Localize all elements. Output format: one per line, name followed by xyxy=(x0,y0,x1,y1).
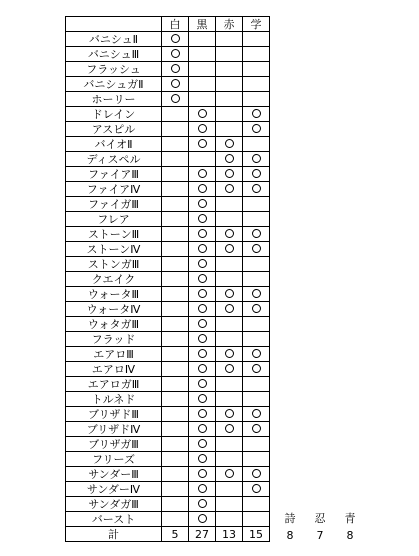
mark-cell xyxy=(243,167,270,182)
mark-cell xyxy=(162,377,189,392)
mark-cell xyxy=(189,167,216,182)
circle-mark-icon xyxy=(252,229,261,238)
circle-mark-icon xyxy=(171,64,180,73)
table-row xyxy=(66,77,270,92)
table-row xyxy=(66,287,270,302)
circle-mark-icon xyxy=(198,304,207,313)
mark-cell xyxy=(162,482,189,497)
mark-cell xyxy=(243,137,270,152)
circle-mark-icon xyxy=(198,379,207,388)
circle-mark-icon xyxy=(198,214,207,223)
circle-mark-icon xyxy=(198,484,207,493)
total-scholar: 15 xyxy=(243,527,270,542)
spell-name: ファイガⅢ xyxy=(66,197,162,212)
mark-cell xyxy=(216,467,243,482)
mark-cell xyxy=(189,302,216,317)
mark-cell xyxy=(162,287,189,302)
mark-cell xyxy=(243,422,270,437)
circle-mark-icon xyxy=(198,259,207,268)
mark-cell xyxy=(189,182,216,197)
spell-name: バニシュガⅡ xyxy=(66,77,162,92)
mark-cell xyxy=(162,242,189,257)
table-row xyxy=(66,32,270,47)
mark-cell xyxy=(243,287,270,302)
spell-name: サンダーⅣ xyxy=(66,482,162,497)
table-row xyxy=(66,377,270,392)
table-row xyxy=(66,422,270,437)
circle-mark-icon xyxy=(198,409,207,418)
mark-cell xyxy=(243,257,270,272)
mark-cell xyxy=(216,62,243,77)
mark-cell xyxy=(189,482,216,497)
mark-cell xyxy=(243,482,270,497)
mark-cell xyxy=(189,272,216,287)
mark-cell xyxy=(243,347,270,362)
mark-cell xyxy=(216,497,243,512)
table-row xyxy=(66,47,270,62)
mark-cell xyxy=(189,242,216,257)
mark-cell xyxy=(162,512,189,527)
spell-name: フレア xyxy=(66,212,162,227)
mark-cell xyxy=(216,272,243,287)
mark-cell xyxy=(162,62,189,77)
mark-cell xyxy=(243,512,270,527)
mark-cell xyxy=(243,377,270,392)
mark-cell xyxy=(216,107,243,122)
table-row xyxy=(66,257,270,272)
blue-mage-label: 青 xyxy=(344,512,356,525)
mark-cell xyxy=(189,332,216,347)
mark-cell xyxy=(162,347,189,362)
mark-cell xyxy=(243,497,270,512)
total-red: 13 xyxy=(216,527,243,542)
circle-mark-icon xyxy=(198,454,207,463)
mark-cell xyxy=(162,182,189,197)
mark-cell xyxy=(243,272,270,287)
mark-cell xyxy=(243,467,270,482)
mark-cell xyxy=(216,317,243,332)
mark-cell xyxy=(216,332,243,347)
mark-cell xyxy=(216,197,243,212)
mark-cell xyxy=(162,227,189,242)
mark-cell xyxy=(162,32,189,47)
mark-cell xyxy=(243,227,270,242)
bard-label: 詩 xyxy=(284,512,296,525)
circle-mark-icon xyxy=(252,349,261,358)
mark-cell xyxy=(189,257,216,272)
mark-cell xyxy=(243,332,270,347)
circle-mark-icon xyxy=(198,289,207,298)
mark-cell xyxy=(216,32,243,47)
mark-cell xyxy=(162,197,189,212)
mark-cell xyxy=(189,317,216,332)
circle-mark-icon xyxy=(198,139,207,148)
circle-mark-icon xyxy=(225,139,234,148)
blue-mage-count: 8 xyxy=(346,529,354,542)
mark-cell xyxy=(216,227,243,242)
mark-cell xyxy=(189,362,216,377)
mark-cell xyxy=(189,452,216,467)
mark-cell xyxy=(216,347,243,362)
mark-cell xyxy=(162,302,189,317)
spell-name: エアロⅢ xyxy=(66,347,162,362)
mark-cell xyxy=(216,407,243,422)
mark-cell xyxy=(189,152,216,167)
mark-cell xyxy=(162,497,189,512)
table-row xyxy=(66,122,270,137)
circle-mark-icon xyxy=(252,289,261,298)
mark-cell xyxy=(216,482,243,497)
mark-cell xyxy=(216,452,243,467)
mark-cell xyxy=(243,47,270,62)
mark-cell xyxy=(189,512,216,527)
table-row xyxy=(66,107,270,122)
total-white: 5 xyxy=(162,527,189,542)
header-white-mage: 白 xyxy=(162,17,189,32)
mark-cell xyxy=(162,467,189,482)
table-row xyxy=(66,137,270,152)
spell-name: フラッシュ xyxy=(66,62,162,77)
mark-cell xyxy=(243,212,270,227)
mark-cell xyxy=(189,92,216,107)
spell-name: フラッド xyxy=(66,332,162,347)
header-scholar: 学 xyxy=(243,17,270,32)
circle-mark-icon xyxy=(252,109,261,118)
total-row xyxy=(66,527,270,542)
mark-cell xyxy=(216,212,243,227)
spell-name: バニシュⅡ xyxy=(66,32,162,47)
circle-mark-icon xyxy=(252,304,261,313)
table-row xyxy=(66,347,270,362)
circle-mark-icon xyxy=(225,229,234,238)
table-row xyxy=(66,482,270,497)
spell-name: バイオⅡ xyxy=(66,137,162,152)
table-row xyxy=(66,242,270,257)
mark-cell xyxy=(189,77,216,92)
mark-cell xyxy=(162,407,189,422)
circle-mark-icon xyxy=(252,124,261,133)
spell-name: トルネド xyxy=(66,392,162,407)
mark-cell xyxy=(189,62,216,77)
mark-cell xyxy=(162,152,189,167)
mark-cell xyxy=(243,197,270,212)
mark-cell xyxy=(162,77,189,92)
table-row xyxy=(66,92,270,107)
circle-mark-icon xyxy=(198,469,207,478)
mark-cell xyxy=(189,407,216,422)
mark-cell xyxy=(162,422,189,437)
mark-cell xyxy=(216,437,243,452)
header-black-mage: 黒 xyxy=(189,17,216,32)
mark-cell xyxy=(243,32,270,47)
mark-cell xyxy=(216,77,243,92)
mark-cell xyxy=(243,362,270,377)
table-row xyxy=(66,317,270,332)
spell-name: ファイアⅣ xyxy=(66,182,162,197)
circle-mark-icon xyxy=(252,154,261,163)
total-black: 27 xyxy=(189,527,216,542)
table-row xyxy=(66,452,270,467)
spell-name: フリーズ xyxy=(66,452,162,467)
mark-cell xyxy=(189,437,216,452)
mark-cell xyxy=(216,362,243,377)
spell-name: ストーンⅢ xyxy=(66,227,162,242)
circle-mark-icon xyxy=(198,424,207,433)
mark-cell xyxy=(189,197,216,212)
circle-mark-icon xyxy=(198,319,207,328)
spell-name: サンダーⅢ xyxy=(66,467,162,482)
circle-mark-icon xyxy=(252,364,261,373)
spell-name: バースト xyxy=(66,512,162,527)
mark-cell xyxy=(189,467,216,482)
circle-mark-icon xyxy=(225,304,234,313)
mark-cell xyxy=(216,47,243,62)
mark-cell xyxy=(162,47,189,62)
mark-cell xyxy=(243,392,270,407)
circle-mark-icon xyxy=(198,499,207,508)
mark-cell xyxy=(216,302,243,317)
spell-name: ドレイン xyxy=(66,107,162,122)
table-row xyxy=(66,512,270,527)
spell-name: アスピル xyxy=(66,122,162,137)
mark-cell xyxy=(162,362,189,377)
table-row xyxy=(66,407,270,422)
spell-name: ストーンⅣ xyxy=(66,242,162,257)
mark-cell xyxy=(162,167,189,182)
mark-cell xyxy=(189,227,216,242)
circle-mark-icon xyxy=(225,244,234,253)
mark-cell xyxy=(216,122,243,137)
header-row xyxy=(66,17,270,32)
circle-mark-icon xyxy=(252,424,261,433)
circle-mark-icon xyxy=(225,469,234,478)
mark-cell xyxy=(243,62,270,77)
mark-cell xyxy=(243,407,270,422)
circle-mark-icon xyxy=(198,169,207,178)
circle-mark-icon xyxy=(198,244,207,253)
table-row xyxy=(66,467,270,482)
spell-name: エアロガⅢ xyxy=(66,377,162,392)
spell-name: ウォータⅢ xyxy=(66,287,162,302)
mark-cell xyxy=(162,122,189,137)
mark-cell xyxy=(162,317,189,332)
circle-mark-icon xyxy=(198,439,207,448)
spell-name: ブリザドⅣ xyxy=(66,422,162,437)
mark-cell xyxy=(162,257,189,272)
mark-cell xyxy=(243,452,270,467)
mark-cell xyxy=(243,92,270,107)
mark-cell xyxy=(189,392,216,407)
spell-name: サンダガⅢ xyxy=(66,497,162,512)
circle-mark-icon xyxy=(198,184,207,193)
table-row xyxy=(66,62,270,77)
mark-cell xyxy=(162,437,189,452)
spell-name: ファイアⅢ xyxy=(66,167,162,182)
mark-cell xyxy=(216,287,243,302)
mark-cell xyxy=(189,287,216,302)
mark-cell xyxy=(216,92,243,107)
mark-cell xyxy=(216,167,243,182)
mark-cell xyxy=(243,182,270,197)
mark-cell xyxy=(162,107,189,122)
spell-name: ブリザガⅢ xyxy=(66,437,162,452)
mark-cell xyxy=(189,377,216,392)
mark-cell xyxy=(243,122,270,137)
mark-cell xyxy=(189,422,216,437)
header-red-mage: 赤 xyxy=(216,17,243,32)
table-row xyxy=(66,437,270,452)
mark-cell xyxy=(189,107,216,122)
mark-cell xyxy=(216,242,243,257)
circle-mark-icon xyxy=(198,229,207,238)
circle-mark-icon xyxy=(198,124,207,133)
mark-cell xyxy=(189,47,216,62)
mark-cell xyxy=(216,512,243,527)
table-row xyxy=(66,272,270,287)
circle-mark-icon xyxy=(225,349,234,358)
circle-mark-icon xyxy=(198,514,207,523)
mark-cell xyxy=(216,137,243,152)
mark-cell xyxy=(162,212,189,227)
table-row xyxy=(66,332,270,347)
circle-mark-icon xyxy=(171,49,180,58)
circle-mark-icon xyxy=(252,244,261,253)
ninja-count: 7 xyxy=(316,529,324,542)
mark-cell xyxy=(189,32,216,47)
spell-name: ホーリー xyxy=(66,92,162,107)
circle-mark-icon xyxy=(252,484,261,493)
circle-mark-icon xyxy=(225,289,234,298)
circle-mark-icon xyxy=(252,169,261,178)
bard-count: 8 xyxy=(286,529,294,542)
circle-mark-icon xyxy=(225,154,234,163)
mark-cell xyxy=(162,137,189,152)
header-spell xyxy=(66,17,162,32)
total-label: 計 xyxy=(66,527,162,542)
table-row xyxy=(66,167,270,182)
table-row xyxy=(66,362,270,377)
mark-cell xyxy=(189,137,216,152)
mark-cell xyxy=(243,77,270,92)
circle-mark-icon xyxy=(252,184,261,193)
circle-mark-icon xyxy=(171,34,180,43)
mark-cell xyxy=(243,152,270,167)
spell-name: ストンガⅢ xyxy=(66,257,162,272)
circle-mark-icon xyxy=(225,169,234,178)
spell-name: ウォタガⅢ xyxy=(66,317,162,332)
mark-cell xyxy=(189,347,216,362)
table-row xyxy=(66,497,270,512)
mark-cell xyxy=(216,257,243,272)
mark-cell xyxy=(216,152,243,167)
circle-mark-icon xyxy=(198,199,207,208)
circle-mark-icon xyxy=(252,409,261,418)
mark-cell xyxy=(216,182,243,197)
mark-cell xyxy=(189,212,216,227)
spell-name: クエイク xyxy=(66,272,162,287)
circle-mark-icon xyxy=(198,349,207,358)
table-row xyxy=(66,392,270,407)
spell-name: バニシュⅢ xyxy=(66,47,162,62)
circle-mark-icon xyxy=(225,184,234,193)
mark-cell xyxy=(243,302,270,317)
circle-mark-icon xyxy=(225,364,234,373)
mark-cell xyxy=(189,497,216,512)
circle-mark-icon xyxy=(198,274,207,283)
table-row xyxy=(66,227,270,242)
circle-mark-icon xyxy=(171,94,180,103)
mark-cell xyxy=(243,107,270,122)
table-row xyxy=(66,182,270,197)
mark-cell xyxy=(162,392,189,407)
mark-cell xyxy=(216,392,243,407)
spell-name: ウォータⅣ xyxy=(66,302,162,317)
mark-cell xyxy=(243,242,270,257)
spell-name: ブリザドⅢ xyxy=(66,407,162,422)
table-row xyxy=(66,212,270,227)
mark-cell xyxy=(216,422,243,437)
circle-mark-icon xyxy=(198,334,207,343)
mark-cell xyxy=(216,377,243,392)
spell-name: ディスペル xyxy=(66,152,162,167)
circle-mark-icon xyxy=(252,469,261,478)
ninja-label: 忍 xyxy=(314,512,326,525)
mark-cell xyxy=(243,317,270,332)
mark-cell xyxy=(162,452,189,467)
table-row xyxy=(66,302,270,317)
spell-name: エアロⅣ xyxy=(66,362,162,377)
table-row xyxy=(66,152,270,167)
circle-mark-icon xyxy=(225,409,234,418)
mark-cell xyxy=(162,332,189,347)
table-row xyxy=(66,197,270,212)
mark-cell xyxy=(189,122,216,137)
mark-cell xyxy=(162,92,189,107)
circle-mark-icon xyxy=(225,424,234,433)
circle-mark-icon xyxy=(198,364,207,373)
mark-cell xyxy=(243,437,270,452)
spell-table xyxy=(65,16,270,542)
other-jobs-counts xyxy=(275,510,365,542)
mark-cell xyxy=(162,272,189,287)
circle-mark-icon xyxy=(198,109,207,118)
circle-mark-icon xyxy=(198,394,207,403)
circle-mark-icon xyxy=(171,79,180,88)
